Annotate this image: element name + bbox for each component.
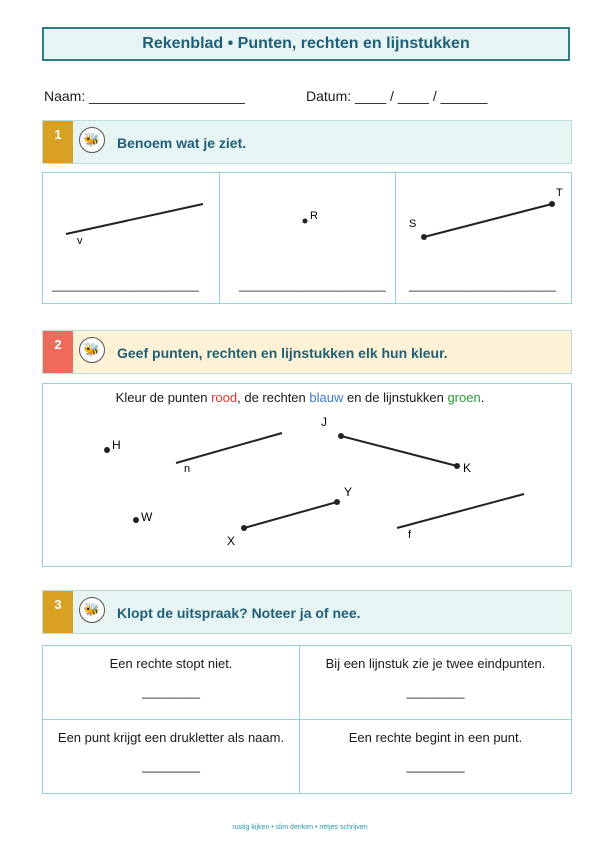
label-w: W: [141, 510, 153, 524]
endpoint-j: [338, 433, 344, 439]
endpoint-y: [334, 499, 340, 505]
section-1-number: 1: [43, 121, 73, 163]
intro-text: , de rechten: [237, 390, 310, 405]
statement-cell: [42, 719, 300, 794]
statement-text: Bij een lijnstuk zie je twee eindpunten.: [325, 656, 546, 671]
date-field[interactable]: Datum: ____ / ____ / ______: [306, 88, 488, 104]
label-v: v: [77, 235, 83, 247]
endpoint-k: [454, 463, 460, 469]
label-r: R: [310, 210, 318, 222]
section-3-header: [42, 590, 572, 634]
name-field[interactable]: Naam: ____________________: [44, 88, 245, 104]
section-1-instruction: Benoem wat je ziet.: [117, 135, 247, 151]
word-blauw: blauw: [309, 390, 344, 405]
segment-xy: [244, 502, 337, 528]
label-y: Y: [344, 485, 353, 499]
intro-text: en de lijnstukken: [343, 390, 448, 405]
statement-text: Een rechte begint in een punt.: [348, 730, 523, 745]
point-h: [104, 447, 110, 453]
endpoint-x: [241, 525, 247, 531]
point-w: [133, 517, 139, 523]
answer-blank[interactable]: ________: [142, 758, 200, 773]
statement-text: Een punt krijgt een drukletter als naam.: [57, 730, 285, 745]
statement-cell: [42, 645, 300, 720]
section-3-instruction: Klopt de uitspraak? Noteer ja of nee.: [117, 605, 361, 621]
section-2-number: 2: [43, 331, 73, 373]
label-s: S: [409, 218, 417, 230]
answer-blank[interactable]: ________: [142, 684, 200, 699]
intro-text: Kleur de punten: [115, 390, 212, 405]
page-title-text: Rekenblad • Punten, rechten en lijnstukken: [142, 35, 470, 52]
intro-text: .: [480, 390, 485, 405]
label-j: J: [321, 415, 327, 429]
label-f: f: [408, 529, 412, 541]
label-h: H: [112, 438, 121, 452]
label-t: T: [556, 187, 563, 199]
word-rood: rood: [211, 390, 238, 405]
bee-magnifier-icon: 🐝: [79, 127, 105, 153]
word-groen: groen: [447, 390, 481, 405]
label-k: K: [463, 461, 472, 475]
statement-cell: [299, 645, 572, 720]
answer-line-3[interactable]: ______________________: [409, 278, 556, 292]
answer-blank[interactable]: ________: [406, 684, 465, 699]
section-3-number: 3: [43, 591, 73, 633]
segment-jk: [341, 436, 457, 466]
label-n: n: [184, 463, 191, 475]
line-n: [176, 433, 282, 463]
section-2-instruction: Geef punten, rechten en lijnstukken elk hun kleur.: [117, 345, 448, 361]
bee-magnifier-icon: 🐝: [79, 337, 105, 363]
line-f: [397, 494, 524, 528]
statement-cell: [299, 719, 572, 794]
answer-blank[interactable]: ________: [406, 758, 465, 773]
bee-magnifier-icon: 🐝: [79, 597, 105, 623]
footer: rustig kijken • slim denken • netjes schrijven: [232, 824, 368, 831]
statement-text: Een rechte stopt niet.: [109, 656, 233, 671]
answer-line-2[interactable]: ______________________: [239, 278, 386, 292]
label-x: X: [227, 534, 236, 548]
answer-line-1[interactable]: ______________________: [52, 278, 199, 292]
